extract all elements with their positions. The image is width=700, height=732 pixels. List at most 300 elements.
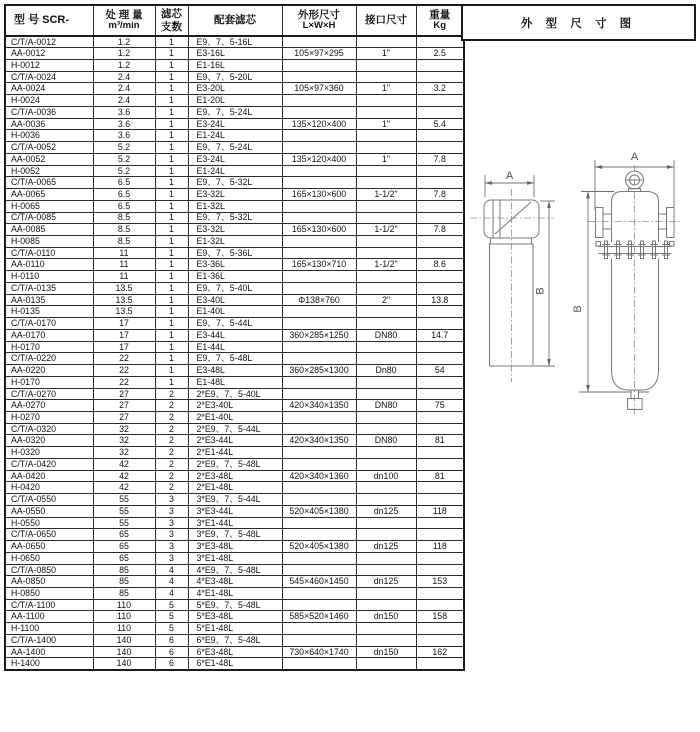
table-cell	[356, 494, 416, 506]
table-cell	[416, 59, 464, 71]
table-cell: 140	[93, 658, 155, 670]
table-cell: E1-48L	[188, 376, 282, 388]
table-cell: 4	[155, 576, 188, 588]
table-cell	[416, 36, 464, 48]
table-cell: 13.5	[93, 282, 155, 294]
col-header-port-label: 接口尺寸	[365, 14, 407, 27]
table-cell: C/T/A-0024	[5, 71, 93, 83]
table-cell: 2*E3-44L	[188, 435, 282, 447]
table-row	[5, 224, 464, 236]
table-cell	[356, 564, 416, 576]
table-cell: 165×130×710	[282, 259, 356, 271]
table-cell: 1	[155, 36, 188, 48]
table-cell: 135×120×400	[282, 118, 356, 130]
table-cell: AA-0220	[5, 365, 93, 377]
table-cell	[356, 177, 416, 189]
table-cell: C/T/A-0052	[5, 142, 93, 154]
table-cell	[356, 95, 416, 107]
table-cell	[356, 447, 416, 459]
table-cell: 140	[93, 634, 155, 646]
table-cell: AA-0135	[5, 294, 93, 306]
table-cell	[416, 318, 464, 330]
table-row	[5, 142, 464, 154]
table-cell: E9、7、5-24L	[188, 106, 282, 118]
table-cell: 2.4	[93, 71, 155, 83]
table-cell	[356, 388, 416, 400]
table-cell: H-0170	[5, 341, 93, 353]
table-row	[5, 658, 464, 670]
table-cell	[356, 200, 416, 212]
table-cell: 2	[155, 388, 188, 400]
table-cell: 2*E1-40L	[188, 412, 282, 424]
outline-drawing-area	[462, 138, 700, 530]
table-cell: E9、7、5-36L	[188, 247, 282, 259]
col-header-element-count	[155, 5, 188, 36]
header-row	[5, 5, 464, 36]
table-cell: E3-44L	[188, 329, 282, 341]
table-cell: 17	[93, 341, 155, 353]
table-body	[5, 36, 464, 670]
table-cell: E3-24L	[188, 153, 282, 165]
table-cell	[416, 517, 464, 529]
table-cell: 4	[155, 588, 188, 600]
table-cell	[416, 388, 464, 400]
col-header-model	[5, 5, 93, 36]
table-cell: 2"	[356, 294, 416, 306]
table-cell: 1	[155, 189, 188, 201]
table-row	[5, 165, 464, 177]
table-cell: 1	[155, 142, 188, 154]
table-cell: 2*E1-48L	[188, 482, 282, 494]
large-filter-height-label: B	[572, 305, 584, 313]
table-cell: 420×340×1360	[282, 470, 356, 482]
table-cell: E3-20L	[188, 83, 282, 95]
table-cell	[282, 271, 356, 283]
table-cell	[416, 634, 464, 646]
table-cell: H-0110	[5, 271, 93, 283]
table-cell: E1-20L	[188, 95, 282, 107]
table-cell: E9、7、5-40L	[188, 282, 282, 294]
table-cell	[416, 494, 464, 506]
table-cell	[416, 71, 464, 83]
table-row	[5, 400, 464, 412]
table-cell	[356, 59, 416, 71]
table-row	[5, 59, 464, 71]
table-row	[5, 564, 464, 576]
table-cell: dn150	[356, 611, 416, 623]
table-cell: AA-0065	[5, 189, 93, 201]
table-cell	[282, 200, 356, 212]
table-cell: H-1400	[5, 658, 93, 670]
table-cell: 1	[155, 95, 188, 107]
table-cell: AA-1100	[5, 611, 93, 623]
table-cell: DN80	[356, 435, 416, 447]
table-row	[5, 235, 464, 247]
table-cell	[282, 388, 356, 400]
table-cell	[282, 658, 356, 670]
table-cell	[416, 282, 464, 294]
table-cell: 1	[155, 48, 188, 60]
table-row	[5, 95, 464, 107]
table-cell: 118	[416, 541, 464, 553]
table-cell: E3-48L	[188, 365, 282, 377]
table-cell	[282, 36, 356, 48]
small-filter-height-label: B	[534, 287, 547, 295]
table-row	[5, 271, 464, 283]
col-header-dimensions-line1: 外形尺寸	[298, 9, 340, 21]
table-cell: 520×405×1380	[282, 505, 356, 517]
table-cell	[416, 623, 464, 635]
table-cell: 85	[93, 576, 155, 588]
table-cell	[356, 517, 416, 529]
table-cell: dn125	[356, 576, 416, 588]
table-cell	[356, 552, 416, 564]
table-cell: E9、7、5-32L	[188, 177, 282, 189]
table-cell	[282, 318, 356, 330]
table-row	[5, 106, 464, 118]
table-row	[5, 376, 464, 388]
table-cell: 3	[155, 552, 188, 564]
table-cell: 65	[93, 541, 155, 553]
col-header-dimensions	[282, 5, 356, 36]
table-cell: AA-0012	[5, 48, 93, 60]
table-cell	[282, 341, 356, 353]
table-cell: H-0065	[5, 200, 93, 212]
table-cell: 420×340×1350	[282, 400, 356, 412]
filter-outline-drawing	[462, 138, 700, 530]
table-cell: 1	[155, 130, 188, 142]
table-cell: 3.2	[416, 83, 464, 95]
table-cell	[356, 412, 416, 424]
table-row	[5, 306, 464, 318]
table-cell: 42	[93, 458, 155, 470]
table-row	[5, 458, 464, 470]
table-cell: E3-40L	[188, 294, 282, 306]
col-header-port	[356, 5, 416, 36]
table-cell	[416, 482, 464, 494]
table-cell	[356, 71, 416, 83]
table-cell: 1.2	[93, 36, 155, 48]
table-cell: 105×97×360	[282, 83, 356, 95]
table-cell	[356, 588, 416, 600]
table-cell: H-0012	[5, 59, 93, 71]
table-row	[5, 482, 464, 494]
table-row	[5, 611, 464, 623]
table-row	[5, 412, 464, 424]
table-cell: H-0320	[5, 447, 93, 459]
table-cell: 42	[93, 482, 155, 494]
table-cell: E9、7、5-20L	[188, 71, 282, 83]
table-cell: 5*E1-48L	[188, 623, 282, 635]
table-row	[5, 282, 464, 294]
table-cell: 81	[416, 435, 464, 447]
table-cell	[282, 306, 356, 318]
table-cell: 520×405×1380	[282, 541, 356, 553]
table-cell: 6	[155, 658, 188, 670]
table-cell	[356, 482, 416, 494]
table-cell	[282, 106, 356, 118]
table-cell: 6	[155, 646, 188, 658]
table-row	[5, 153, 464, 165]
table-cell: AA-0850	[5, 576, 93, 588]
table-cell: 4*E1-48L	[188, 588, 282, 600]
table-cell: 2*E1-44L	[188, 447, 282, 459]
table-row	[5, 118, 464, 130]
table-cell: 3*E3-48L	[188, 541, 282, 553]
table-cell: C/T/A-0850	[5, 564, 93, 576]
table-cell: E3-32L	[188, 224, 282, 236]
table-cell: 75	[416, 400, 464, 412]
table-cell: 1	[155, 259, 188, 271]
table-cell: 13.5	[93, 294, 155, 306]
table-cell: 7.8	[416, 189, 464, 201]
table-cell: dn100	[356, 470, 416, 482]
table-cell: AA-0550	[5, 505, 93, 517]
table-cell: 54	[416, 365, 464, 377]
table-cell: 165×130×600	[282, 189, 356, 201]
table-cell: AA-0024	[5, 83, 93, 95]
table-cell	[282, 142, 356, 154]
table-cell	[416, 235, 464, 247]
table-row	[5, 576, 464, 588]
table-cell: 85	[93, 564, 155, 576]
col-header-weight	[416, 5, 464, 36]
table-row	[5, 329, 464, 341]
table-cell: 8.5	[93, 224, 155, 236]
table-cell: 1	[155, 376, 188, 388]
table-cell	[356, 599, 416, 611]
diagram-column-title: 外 型 尺 寸 图	[520, 17, 637, 30]
table-cell	[416, 95, 464, 107]
col-header-capacity	[93, 5, 155, 36]
table-cell	[282, 517, 356, 529]
table-cell: AA-0170	[5, 329, 93, 341]
col-header-weight-line1: 重量	[429, 9, 451, 21]
table-cell	[282, 130, 356, 142]
table-cell	[282, 353, 356, 365]
col-header-capacity-label: 处 理 量	[105, 9, 143, 21]
table-cell: E9、7、5-44L	[188, 318, 282, 330]
table-cell: C/T/A-0110	[5, 247, 93, 259]
table-cell: 1	[155, 71, 188, 83]
table-cell: 153	[416, 576, 464, 588]
table-cell: 135×120×400	[282, 153, 356, 165]
table-cell: 11	[93, 259, 155, 271]
table-cell	[356, 658, 416, 670]
table-cell: 1	[155, 177, 188, 189]
table-cell: 5.4	[416, 118, 464, 130]
table-cell: 65	[93, 529, 155, 541]
table-cell	[356, 212, 416, 224]
table-cell	[356, 353, 416, 365]
table-row	[5, 517, 464, 529]
table-cell: C/T/A-0135	[5, 282, 93, 294]
table-cell: C/T/A-0170	[5, 318, 93, 330]
table-cell: 165×130×600	[282, 224, 356, 236]
table-cell: dn125	[356, 541, 416, 553]
table-cell	[356, 634, 416, 646]
table-cell: 3	[155, 541, 188, 553]
table-cell: 1-1/2"	[356, 259, 416, 271]
table-cell: 730×640×1740	[282, 646, 356, 658]
table-row	[5, 470, 464, 482]
table-cell: H-0036	[5, 130, 93, 142]
flange-bolts	[602, 241, 670, 259]
table-cell	[356, 282, 416, 294]
table-cell: AA-0420	[5, 470, 93, 482]
table-cell: 1"	[356, 153, 416, 165]
table-cell: dn125	[356, 505, 416, 517]
table-row	[5, 36, 464, 48]
table-row	[5, 541, 464, 553]
table-row	[5, 130, 464, 142]
table-cell: E3-36L	[188, 259, 282, 271]
table-cell: E1-24L	[188, 165, 282, 177]
table-cell	[282, 71, 356, 83]
table-row	[5, 447, 464, 459]
table-cell	[416, 130, 464, 142]
table-cell	[416, 552, 464, 564]
table-row	[5, 341, 464, 353]
table-cell: 4	[155, 564, 188, 576]
table-cell: C/T/A-0065	[5, 177, 93, 189]
table-cell: 55	[93, 505, 155, 517]
table-cell: H-0270	[5, 412, 93, 424]
table-cell	[416, 564, 464, 576]
table-cell: 32	[93, 435, 155, 447]
table-cell: AA-0036	[5, 118, 93, 130]
table-cell: 3*E1-48L	[188, 552, 282, 564]
table-cell: 1"	[356, 118, 416, 130]
table-cell: 27	[93, 388, 155, 400]
table-cell: H-1100	[5, 623, 93, 635]
table-cell: 1	[155, 118, 188, 130]
table-cell	[282, 235, 356, 247]
table-cell: 1	[155, 282, 188, 294]
table-row	[5, 634, 464, 646]
table-row	[5, 177, 464, 189]
table-cell: 32	[93, 423, 155, 435]
table-cell: C/T/A-0420	[5, 458, 93, 470]
table-cell: AA-0650	[5, 541, 93, 553]
table-cell: C/T/A-1100	[5, 599, 93, 611]
table-row	[5, 494, 464, 506]
table-cell	[282, 282, 356, 294]
table-cell: 4*E3-48L	[188, 576, 282, 588]
table-cell: 1	[155, 365, 188, 377]
table-cell: 110	[93, 611, 155, 623]
table-cell	[356, 458, 416, 470]
table-cell: AA-0052	[5, 153, 93, 165]
table-cell: E9、7、5-48L	[188, 353, 282, 365]
table-cell: 1	[155, 165, 188, 177]
table-cell	[416, 658, 464, 670]
table-cell: 1-1/2"	[356, 224, 416, 236]
table-cell: 1"	[356, 48, 416, 60]
table-cell: 5*E3-48L	[188, 611, 282, 623]
table-cell	[416, 353, 464, 365]
table-cell: 6	[155, 634, 188, 646]
table-cell	[416, 529, 464, 541]
table-row	[5, 71, 464, 83]
table-cell: 1	[155, 235, 188, 247]
table-row	[5, 259, 464, 271]
table-cell: H-0052	[5, 165, 93, 177]
table-cell: H-0650	[5, 552, 93, 564]
table-cell: 8.5	[93, 235, 155, 247]
table-cell	[282, 177, 356, 189]
table-cell	[416, 106, 464, 118]
table-cell	[282, 552, 356, 564]
table-cell	[282, 564, 356, 576]
table-cell: 1"	[356, 83, 416, 95]
table-cell: 2*E3-48L	[188, 470, 282, 482]
table-cell	[356, 623, 416, 635]
table-cell: 17	[93, 329, 155, 341]
table-cell	[356, 318, 416, 330]
table-cell: AA-0270	[5, 400, 93, 412]
table-cell: AA-0085	[5, 224, 93, 236]
table-cell: 1	[155, 329, 188, 341]
table-row	[5, 623, 464, 635]
table-row	[5, 212, 464, 224]
col-header-weight-line2: Kg	[433, 20, 447, 32]
table-cell: 3	[155, 494, 188, 506]
table-cell	[282, 412, 356, 424]
table-cell: 2.5	[416, 48, 464, 60]
table-cell: 3*E9、7、5-48L	[188, 529, 282, 541]
table-cell: E1-40L	[188, 306, 282, 318]
table-cell	[282, 529, 356, 541]
table-cell	[416, 412, 464, 424]
table-row	[5, 552, 464, 564]
table-cell: 2	[155, 458, 188, 470]
table-cell: E1-24L	[188, 130, 282, 142]
table-cell	[356, 271, 416, 283]
table-cell	[282, 588, 356, 600]
table-cell: 3	[155, 517, 188, 529]
table-cell: 3*E1-44L	[188, 517, 282, 529]
table-row	[5, 505, 464, 517]
table-cell	[416, 447, 464, 459]
table-cell: C/T/A-1400	[5, 634, 93, 646]
table-cell: E9、7、5-24L	[188, 142, 282, 154]
diagram-column-header	[461, 4, 696, 41]
table-cell: E1-36L	[188, 271, 282, 283]
table-cell: 85	[93, 588, 155, 600]
table-row	[5, 247, 464, 259]
table-cell: 110	[93, 623, 155, 635]
table-cell: 55	[93, 517, 155, 529]
table-cell	[416, 247, 464, 259]
table-cell	[282, 482, 356, 494]
table-cell	[356, 106, 416, 118]
table-cell: C/T/A-0650	[5, 529, 93, 541]
table-cell: E1-32L	[188, 200, 282, 212]
table-cell: 1	[155, 341, 188, 353]
table-row	[5, 435, 464, 447]
table-cell: 1	[155, 306, 188, 318]
table-cell: 6*E9、7、5-48L	[188, 634, 282, 646]
table-cell	[356, 36, 416, 48]
table-cell: 360×285×1250	[282, 329, 356, 341]
table-cell: 2.4	[93, 95, 155, 107]
table-cell: 545×460×1450	[282, 576, 356, 588]
col-header-dimensions-line2: L×W×H	[302, 20, 336, 32]
table-cell: 11	[93, 247, 155, 259]
table-cell	[282, 458, 356, 470]
table-cell: 162	[416, 646, 464, 658]
